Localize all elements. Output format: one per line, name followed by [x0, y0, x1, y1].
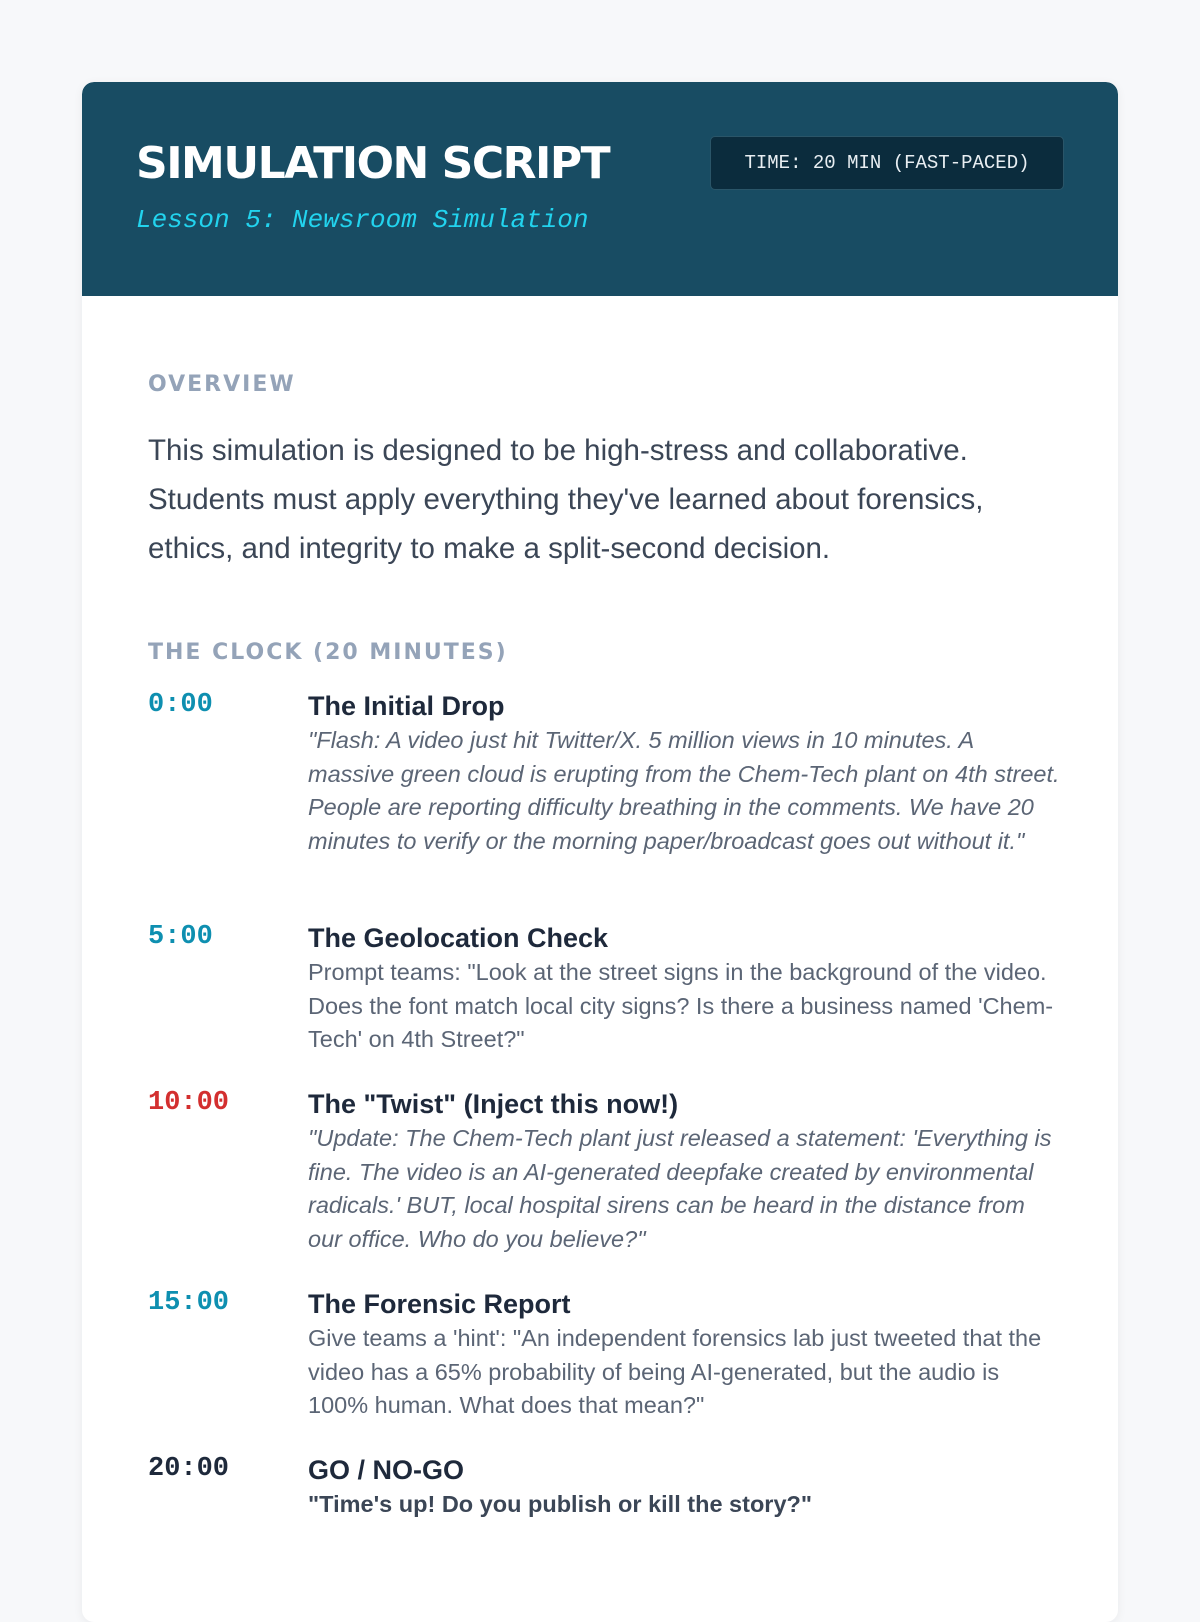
event-body [308, 688, 1060, 858]
event-time: 0:00 [148, 690, 213, 720]
overview-text: This simulation is designed to be high-stress and collaborative. Students must apply everything they've learned about forensics, ethics, and integrity to make a split-second decision. [148, 434, 984, 565]
event-body [308, 1452, 1060, 1522]
event-time: 5:00 [148, 922, 213, 952]
event-description: "Flash: A video just hit Twitter/X. 5 million views in 10 minutes. A massive green cloud is erupting from the Chem-Tech plant on 4th street. People are reporting difficulty breathing in the comments. We have 20 minutes to verify or the morning paper/broadcast goes out without it." [308, 727, 1060, 854]
event-time: 10:00 [148, 1088, 230, 1118]
event-body [308, 1286, 1060, 1423]
event-time: 20:00 [148, 1454, 230, 1484]
time-badge: TIME: 20 MIN (FAST-PACED) [710, 136, 1064, 190]
event-title: The Initial Drop [308, 691, 505, 721]
event-description: Give teams a 'hint': "An independent forensics lab just tweeted that the video has a 65% probability of being AI-generated, but the audio is 100% human. What does that mean?" [308, 1325, 1042, 1418]
lesson-subtitle: Lesson 5: Newsroom Simulation [136, 205, 589, 235]
event-title: The Forensic Report [308, 1289, 571, 1319]
clock-heading: THE CLOCK (20 MINUTES) [148, 640, 508, 665]
simulation-script-card [82, 82, 1118, 1622]
event-description: Prompt teams: "Look at the street signs in the background of the video. Does the font match local city signs? Is there a business named 'Chem-Tech' on 4th Street?" [308, 959, 1054, 1052]
event-body [308, 1086, 1060, 1256]
event-description: "Time's up! Do you publish or kill the story?" [308, 1491, 813, 1517]
card-header [82, 82, 1118, 296]
event-title: The "Twist" (Inject this now!) [308, 1089, 679, 1119]
overview-heading: OVERVIEW [148, 372, 296, 397]
event-time: 15:00 [148, 1288, 230, 1318]
event-description: "Update: The Chem-Tech plant just released a statement: 'Everything is fine. The video is an AI-generated deepfake created by environmental radicals.' BUT, local hospital sirens can be heard in the distance from our office. Who do you believe?" [308, 1125, 1052, 1252]
event-title: The Geolocation Check [308, 923, 609, 953]
page-title: SIMULATION SCRIPT [136, 138, 610, 189]
event-body [308, 920, 1060, 1057]
event-title: GO / NO-GO [308, 1455, 465, 1485]
